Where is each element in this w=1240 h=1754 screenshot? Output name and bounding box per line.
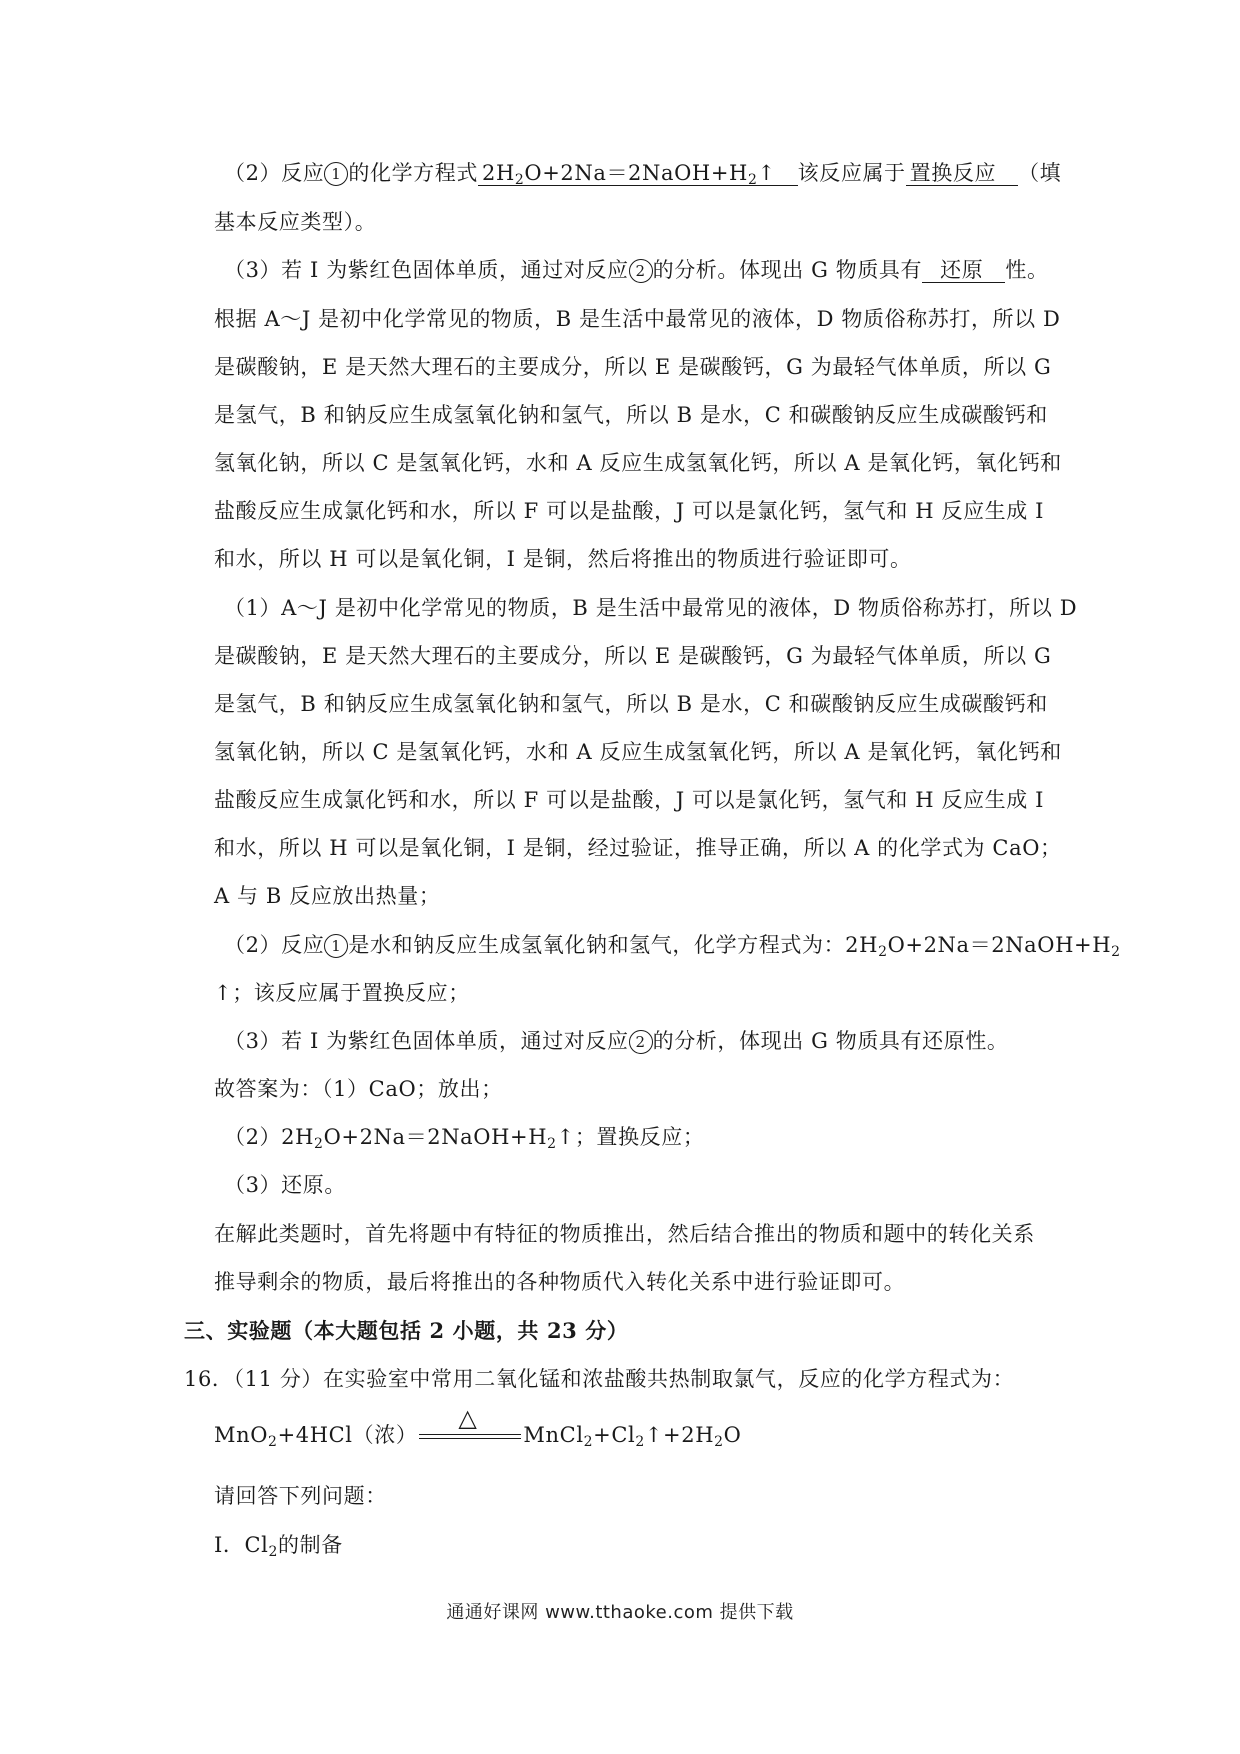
text: （2）反应 <box>224 161 325 185</box>
solution-line: 氢氧化钠，所以 C 是氢氧化钙，水和 A 反应生成氢氧化钙，所以 A 是氧化钙，氧化钙和 <box>214 740 1062 764</box>
circled-number: 1 <box>324 162 348 186</box>
question-16-intro: 16．（11 分）在实验室中常用二氧化锰和浓盐酸共热制取氯气，反应的化学方程式为： <box>184 1367 1015 1391</box>
text: 性。 <box>1005 258 1049 282</box>
heating-condition-arrow <box>419 1404 521 1450</box>
final-answer-line1: 故答案为：（1）CaO；放出； <box>214 1077 503 1101</box>
solution-q2-line2: ↑；该反应属于置换反应； <box>214 981 470 1005</box>
question-16-equation: MnO$_2$+4HCl（浓） △ $MnCl_2+Cl_2↑+2H_2O$ <box>214 1404 742 1450</box>
final-answer-line2: $(2)2H_2O+2Na=2NaOH+H_2↑$；置换反应； <box>224 1125 705 1152</box>
final-answer-line3: （3）还原。 <box>224 1173 346 1197</box>
solution-line: （1）A～J 是初中化学常见的物质，B 是生活中最常见的液体，D 物质俗称苏打，所以 D <box>224 596 1078 620</box>
heat-symbol: △ <box>458 1404 478 1432</box>
circled-number: 1 <box>324 934 348 958</box>
tip-line: 在解此类题时，首先将题中有特征的物质推出，然后结合推出的物质和题中的转化关系 <box>214 1222 1035 1246</box>
analysis-line: 根据 A～J 是初中化学常见的物质，B 是生活中最常见的液体，D 物质俗称苏打，所以 D <box>214 307 1061 331</box>
circled-number: 2 <box>629 1030 653 1054</box>
page-footer: 通通好课网 www.tthaoke.com 提供下载 <box>446 1602 794 1623</box>
analysis-line: 是碳酸钠，E 是天然大理石的主要成分，所以 E 是碳酸钙，G 为最轻气体单质，所以 G <box>214 355 1052 379</box>
solution-line: 是氢气，B 和钠反应生成氢氧化钠和氢气，所以 B 是水，C 和碳酸钠反应生成碳酸钙和 <box>214 692 1048 716</box>
answer-q2-line1 <box>224 158 1061 188</box>
blank-equation: $2H_2O+2Na=2NaOH+H_2↑$ <box>478 161 798 186</box>
analysis-line: 氢氧化钠，所以 C 是氢氧化钙，水和 A 反应生成氢氧化钙，所以 A 是氧化钙，氧化钙和 <box>214 451 1062 475</box>
question-16-prompt: 请回答下列问题： <box>214 1484 387 1508</box>
analysis-line: 和水，所以 H 可以是氧化铜，I 是铜，然后将推出的物质进行验证即可。 <box>214 547 912 571</box>
text: 该反应属于 <box>797 161 906 185</box>
circled-number: 2 <box>629 259 653 283</box>
solution-q2-line1: （2）反应 1 是水和钠反应生成氢氧化钠和氢气，化学方程式为：$2H_2O+2Na=2NaOH+H_2$ <box>224 933 1121 960</box>
solution-line: 盐酸反应生成氯化钙和水，所以 F 可以是盐酸，J 可以是氯化钙，氢气和 H 反应生成 I <box>214 788 1045 812</box>
solution-q3-line: （3）若 I 为紫红色固体单质，通过对反应 2 的分析，体现出 G 物质具有还原性。 <box>224 1029 1009 1053</box>
tip-line: 推导剩余的物质，最后将推出的各种物质代入转化关系中进行验证即可。 <box>214 1270 906 1294</box>
text: （填 <box>1018 161 1062 185</box>
text: （3）若 I 为紫红色固体单质，通过对反应 <box>224 258 629 282</box>
analysis-line: 盐酸反应生成氯化钙和水，所以 F 可以是盐酸，J 可以是氯化钙，氢气和 H 反应生成 I <box>214 499 1045 523</box>
blank-reaction-type: 置换反应 <box>906 161 1018 186</box>
question-16-part1-heading: Ⅰ．$Cl_2$的制备 <box>214 1533 343 1560</box>
section-heading: 三、实验题（本大题包括 2 小题，共 23 分） <box>184 1318 629 1343</box>
solution-line: 和水，所以 H 可以是氧化铜，I 是铜，经过验证，推导正确，所以 A 的化学式为 CaO； <box>214 836 1062 860</box>
solution-line: A 与 B 反应放出热量； <box>214 884 441 908</box>
solution-line: 是碳酸钠，E 是天然大理石的主要成分，所以 E 是碳酸钙，G 为最轻气体单质，所以 G <box>214 644 1052 668</box>
text: 的分析。体现出 G 物质具有 <box>652 258 923 282</box>
text: 的化学方程式 <box>348 161 478 185</box>
answer-q3-line <box>224 255 1049 285</box>
blank-property: 还原 <box>922 258 1005 283</box>
analysis-line: 是氢气，B 和钠反应生成氢氧化钠和氢气，所以 B 是水，C 和碳酸钠反应生成碳酸钙和 <box>214 403 1048 427</box>
answer-q2-line2: 基本反应类型）。 <box>214 210 377 234</box>
